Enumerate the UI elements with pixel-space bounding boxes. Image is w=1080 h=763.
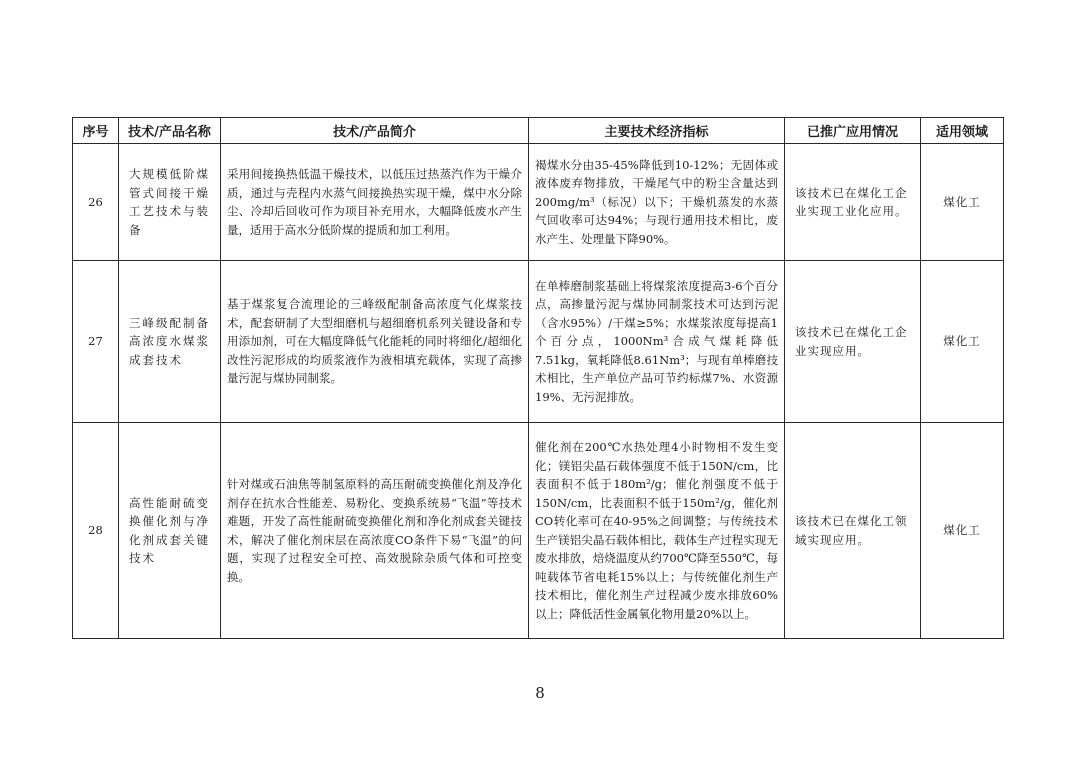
cell-technology-intro: 采用间接换热低温干燥技术，以低压过热蒸汽作为干燥介质，通过与壳程内水蒸气间接换热实现干燥，煤中水分除尘、冷却后回收可作为项目补充用水，大幅降低废水产生量，适用于高水分低阶煤的提质和加工利用。: [221, 144, 529, 261]
header-economic-indicators: 主要技术经济指标: [529, 118, 785, 144]
table-header: [73, 118, 1004, 144]
table-body: [73, 144, 1004, 639]
cell-application-status: 该技术已在煤化工企业实现应用。: [785, 261, 921, 423]
cell-technology-intro: 针对煤或石油焦等制氢原料的高压耐硫变换催化剂及净化剂存在抗水合性能差、易粉化、变换系统易“飞温”等技术难题，开发了高性能耐硫变换催化剂和净化剂成套关键技术，解决了催化剂床层在高浓度CO条件下易“飞温”的问题，实现了过程安全可控、高效脱除杂质气体和可控变换。: [221, 423, 529, 639]
cell-serial-number: 28: [73, 423, 119, 639]
cell-application-status: 该技术已在煤化工领域实现应用。: [785, 423, 921, 639]
header-technology-intro: 技术/产品简介: [221, 118, 529, 144]
cell-applicable-field: 煤化工: [921, 144, 1004, 261]
cell-application-status: 该技术已在煤化工企业实现工业化应用。: [785, 144, 921, 261]
cell-technology-name: 高性能耐硫变换催化剂与净化剂成套关键技术: [119, 423, 221, 639]
table-row: [73, 144, 1004, 261]
cell-applicable-field: 煤化工: [921, 261, 1004, 423]
cell-serial-number: 27: [73, 261, 119, 423]
page-number: 8: [535, 684, 545, 702]
header-applicable-field: 适用领域: [921, 118, 1004, 144]
cell-economic-indicators: 褐煤水分由35-45%降低到10-12%；无固体或液体废弃物排放，干燥尾气中的粉尘含量达到200mg/m³（标况）以下；干燥机蒸发的水蒸气回收率可达94%；与现行通用技术相比，废水产生、处理量下降90%。: [529, 144, 785, 261]
cell-economic-indicators: 催化剂在200℃水热处理4小时物相不发生变化；镁铝尖晶石载体强度不低于150N/cm，比表面积不低于180m²/g；催化剂强度不低于150N/cm，比表面积不低于150m²/g，催化剂CO转化率可在40-95%之间调整；与传统技术生产镁铝尖晶石载体相比，载体生产过程实现无废水排放，焙烧温度从约700℃降至550℃，每吨载体节省电耗15%以上；与传统催化剂生产技术相比，催化剂生产过程减少废水排放60%以上；降低活性金属氧化物用量20%以上。: [529, 423, 785, 639]
header-serial-number: 序号: [73, 118, 119, 144]
header-row: [73, 118, 1004, 144]
table-row: [73, 261, 1004, 423]
technology-table: [72, 117, 1004, 639]
cell-economic-indicators: 在单棒磨制浆基础上将煤浆浓度提高3-6个百分点，高掺量污泥与煤协同制浆技术可达到污泥（含水95%）/干煤≥5%；水煤浆浓度每提高1个百分点，1000Nm³合成气煤耗降低7.51kg，氧耗降低8.61Nm³；与现有单棒磨技术相比，生产单位产品可节约标煤7%、水资源19%、无污泥排放。: [529, 261, 785, 423]
header-technology-name: 技术/产品名称: [119, 118, 221, 144]
cell-applicable-field: 煤化工: [921, 423, 1004, 639]
cell-technology-name: 大规模低阶煤管式间接干燥工艺技术与装备: [119, 144, 221, 261]
header-application-status: 已推广应用情况: [785, 118, 921, 144]
table-row: [73, 423, 1004, 639]
cell-technology-name: 三峰级配制备高浓度水煤浆成套技术: [119, 261, 221, 423]
cell-serial-number: 26: [73, 144, 119, 261]
cell-technology-intro: 基于煤浆复合流理论的三峰级配制备高浓度气化煤浆技术，配套研制了大型细磨机与超细磨机系列关键设备和专用添加剂，可在大幅度降低气化能耗的同时将细化/超细化改性污泥形成的均质浆液作为液相填充载体，实现了高掺量污泥与煤协同制浆。: [221, 261, 529, 423]
